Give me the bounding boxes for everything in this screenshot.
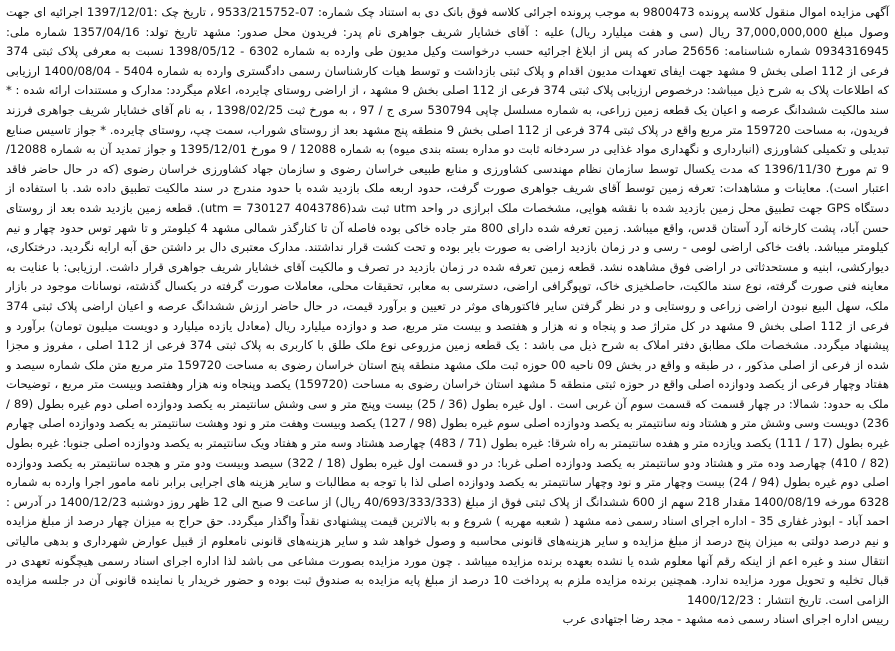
- notice-signature: رییس اداره اجرای اسناد رسمی ذمه مشهد - مجد رضا اجتهادی عرب: [562, 612, 889, 627]
- notice-body: آگهی مزایده اموال منقول کلاسه پرونده 9800473 به موجب پرونده اجرائی کلاسه فوق بانک دی به استناد چک شماره: 07-9533/215752 ، تاریخ چک :1397/12/01 اجرائیه ای جهت وصول مبلغ 37,000,000,000 ریال (سی و هفت میلیارد ریال) علیه : آقای خشایار شریف جواهری نام پدر: فریدون محل صدور: مشهد تاریخ تولد: 1357/04/16 شماره ملی: 0934316945 شماره شناسنامه: 25656 صادر که پس از ابلاغ اجرائیه حسب درخواست وکیل مدیون طی وارده به شماره 6302 - 1398/05/12 نسبت به معرفی پلاک ثبتی 374 فرعی از 112 اصلی بخش 9 مشهد جهت ایفای تعهدات مدیون اقدام و پلاک ثبتی بازداشت و توسط هیات کارشناسان رسمی دادگستری وارده به شماره 5404 - 1400/08/04 ارزیابی که اطلاعات پلاک به شرح ذیل میباشد: درخصوص ارزیابی پلاک ثبتی 374 فرعی از 112 اصلی بخش 9 مشهد ، از اراضی روستای چایرده، اعلام میگردد: مدارک و مستندات ارائه شده : * سند مالکیت ششدانگ عرصه و اعیان یک قطعه زمین زراعی، به شماره مسلسل چاپی 530794 سری ج / 97 ، به مورخ ثبت 1398/02/25 ، به نام آقای خشایار شریف جواهری فرزند فریدون، به مساحت 159720 متر مربع واقع در پلاک ثبتی 374 فرعی از 112 اصلی بخش 9 منطقه پنج مشهد بعد از روستای شوراب، سمت چپ، روستای چایرده. * جواز تاسیس صنایع تبدیلی و تکمیلی کشاورزی (انبارداری و نگهداری مواد غذایی در سردخانه ثابت دو مداره بسته بندی میوه) به شماره 12088 / 9 مورخ 1395/12/01 و جواز تمدید آن به شماره 12088/ 9 تم مورخ 1396/11/30 که مدت یکسال توسط سازمان نظام مهندسی کشاورزی و منابع طبیعی خراسان رضوی و سازمان جهاد کشاورزی خراسان رضوی (که در حال حاضر فاقد اعتبار است). معاینات و مشاهدات: تعرفه زمین توسط آقای شریف جواهری صورت گرفت، حدود اربعه ملک بازدید شده با حدود مندرج در سند مالکیت تطبیق داده شد. با استفاده از دستگاه GPS جهت تطبیق محل زمین بازدید شده با نقشه هوایی، مشخصات ملک ابرازی در واحد utm ثبت شد(4043786 utm = 730127). قطعه زمین بازدید شده بعد از روستای حسن آباد، پشت کارخانه آرد آستان قدس، واقع میباشد. زمین تعرفه شده دارای 800 متر جاده خاکی بوده فاصله آن تا کنارگذر شمالی مشهد 4 کیلومتر و تا شهر توس حدود چهار و نیم کیلومتر میباشد. بافت خاکی اراضی لومی - رسی و در زمان بازدید اراضی به صورت بایر بوده و تحت کشت قرار نداشتند. مدارک معتبری دال بر داشتن حق آبه ارایه نگردید. درختکاری، دیوارکشی، ابنیه و مستحدثاتی در اراضی فوق مشاهده نشد. قطعه زمین تعرفه شده در زمان بازدید در تصرف و مالکیت آقای خشایار شریف جواهری قرار داشت. ارزیابی: با عنایت به معاینه فنی صورت گرفته، نوع سند مالکیت، حاصلخیزی خاک، توپوگرافی اراضی، دسترسی به معابر، تحقیقات محلی، معاملات صورت گرفته در یکسال گذشته، نوسانات موجود در بازار ملک، سهل البیع نبودن اراضی زراعی و روستایی و در نظر گرفتن سایر فاکتورهای موثر در تعیین و برآورد قیمت، در حال حاضر ارزش ششدانگ عرصه و اعیان اراضی پلاک ثبتی 374 فرعی از 112 اصلی بخش 9 مشهد در کل متراژ صد و پنجاه و نه هزار و هفتصد و بیست متر مربع، صد و دوازده میلیارد ریال (معادل یازده میلیارد و دویست میلیون تومان) برآورد و پیشنهاد میگردد. مشخصات ملک مطابق دفتر املاک به شرح ذیل می باشد : یک قطعه زمین مزروعی نوع ملک طلق با کاربری به پلاک ثبتی 374 فرعی از 112 اصلی ، مفروز و مجزا شده از فرعی از اصلی مذکور ، در طبقه و واقع در بخش 09 ناحیه 00 حوزه ثبت ملک مشهد منطقه پنج استان خراسان رضوی به مساحت 159720 متر مربع متن ملک شماره سیصد و هفتاد وچهار فرعی از یکصد ودوازده اصلی واقع در حوزه ثبتی منطقه 5 مشهد استان خراسان رضوی به مساحت (159720) یکصد وپنجاه ونه هزار وهفتصد وبیست متر مربع ، توضیحات ملک به حدود: شمالا: در چهار قسمت که قسمت سوم آن غربی است . اول غیره بطول (36 / 25) بیست وپنج متر و سی وشش سانتیمتر به یکصد ودوازده اصلی دوم غیره بطول (89 / 236) دویست وسی وشش متر و هشتاد ونه سانتیمتر به یکصد ودوازده اصلی سوم غیره بطول (98 / 127) یکصد وبیست وهفت متر و نود وهشت سانتیمتر به یکصد ودوازده اصلی چهارم غیره بطول (17 / 111) یکصد ویازده متر و هفده سانتیمتر به راه شرقا: غیره بطول (71 / 483) چهارصد هشتاد وسه متر و هفتاد ویک سانتیمتر به یکصد ودوازده اصلی جنوبا: غیره بطول (82 / 410) چهارصد وده متر و هشتاد ودو سانتیمتر به یکصد ودوازده اصلی غربا: در دو قسمت اول غیره بطول (18 / 322) سیصد وبیست ودو متر و هجده سانتیمتر به یکصد ودوازده اصلی دوم غیره بطول (94 / 24) بیست وچهار متر و نود وچهار سانتیمتر به یکصد ودوازده اصلی لذا با توجه به مطالبات و سایر هزینه های اجرایی برابر نامه مامور اجرا وارده به شماره 6328 مورخه 1400/08/19 مقدار 218 سهم از 600 ششدانگ از پلاک ثبتی فوق از مبلغ (40/693/333/333 ریال) از ساعت 9 صبح الی 12 ظهر روز دوشنبه 1400/12/23 در آدرس : احمد آباد - ابوذر غفاری 35 - اداره اجرای اسناد رسمی ذمه مشهد ( شعبه مهریه ) شروع و به بالاترین قیمت پیشنهادی نقداً واگذار میگردد. حق حراج به میزان چهار درصد از مبلغ مزایده و نیم درصد دولتی به میزان پنج درصد از مبلغ مزایده و سایر هزینه‌های قانونی محاسبه و وصول خواهد شد و سایر هزینه‌های قانونی نامعلوم از قبیل عوارض شهرداری و بدهی مالیاتی انتقال سند و غیره اعم از اینکه رقم آنها معلوم شده یا نشده بعهده برنده مزایده میباشد . چون مورد مزایده بصورت مشاعی می باشد لذا اداره اجرای اسناد رسمی هیچگونه تعهدی در قبال تخلیه و تحویل مورد مزایده ندارد. همچنین برنده مزایده ملزم به پرداخت 10 درصد از مبلغ پایه مزایده به صندوق ثبت بوده و حضور خریدار یا نماینده قانونی آن در جلسه مزایده الزامی است. تاریخ انتشار : 1400/12/23: [6, 5, 890, 607]
